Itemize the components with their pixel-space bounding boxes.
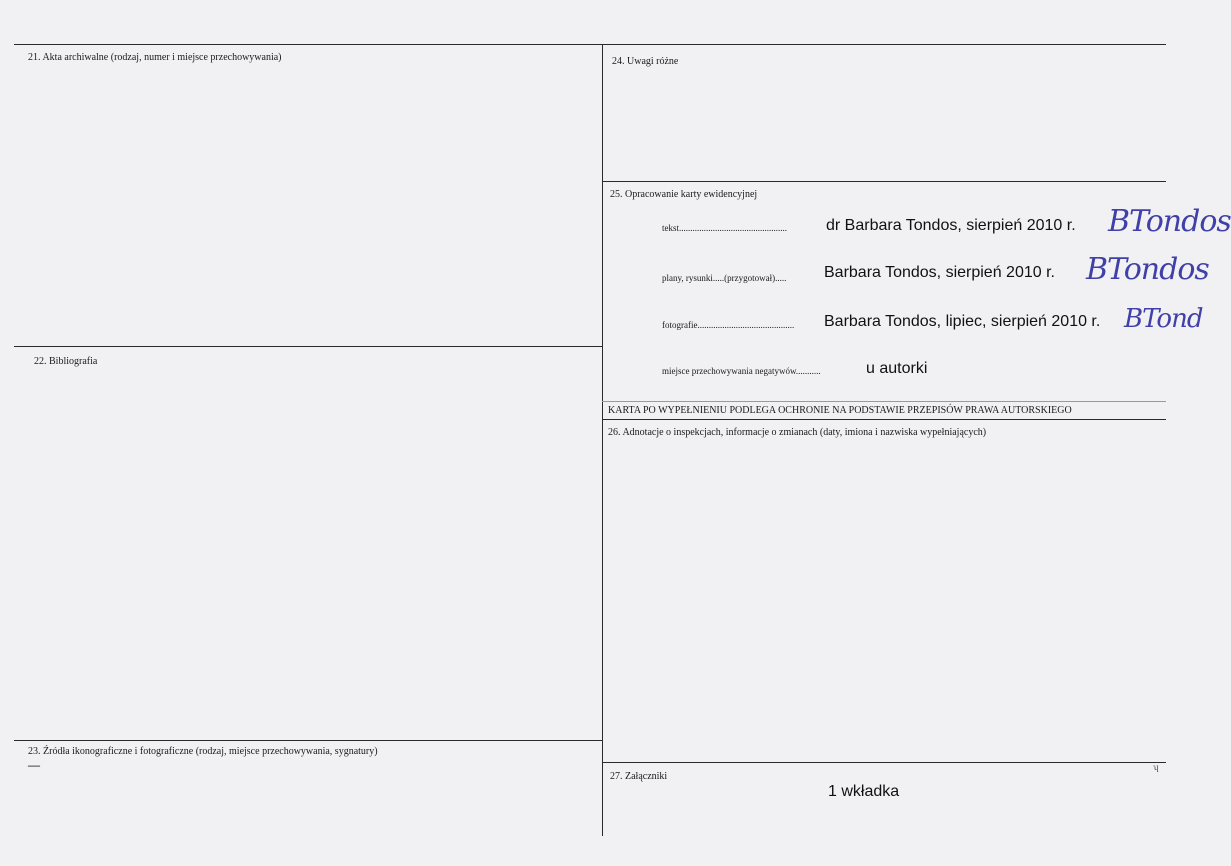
signature-3: BTond: [1124, 304, 1203, 334]
section-21-label: 21. Akta archiwalne (rodzaj, numer i miejsce przechowywania): [28, 52, 282, 63]
center-divider: [602, 44, 603, 836]
top-border: [14, 44, 1166, 45]
tekst-value: dr Barbara Tondos, sierpień 2010 r.: [826, 217, 1076, 234]
signature-1: BTondos: [1108, 204, 1231, 239]
fotografie-label: fotografie...........................................: [662, 320, 795, 330]
section-27-label: 27. Załączniki: [610, 771, 668, 782]
section-24-label: 24. Uwagi różne: [612, 56, 679, 67]
section-26-label: 26. Adnotacje o inspekcjach, informacje o zmianach (daty, imiona i nazwiska wypełniających): [608, 427, 987, 438]
section-23-value: —: [28, 758, 40, 772]
negatywy-label: miejsce przechowywania negatywów...........: [662, 366, 821, 376]
fotografie-value: Barbara Tondos, lipiec, sierpień 2010 r.: [824, 313, 1101, 330]
divider-21-22: [14, 346, 603, 347]
divider-26-27: [602, 762, 1166, 763]
divider-notice-bottom: [602, 419, 1166, 420]
plany-value: Barbara Tondos, sierpień 2010 r.: [824, 264, 1055, 281]
copyright-notice: KARTA PO WYPEŁNIENIU PODLEGA OCHRONIE NA PODSTAWIE PRZEPISÓW PRAWA AUTORSKIEGO: [608, 405, 1072, 416]
divider-24-25: [602, 181, 1166, 182]
negatywy-value: u autorki: [866, 360, 928, 377]
divider-notice-top: [602, 401, 1166, 402]
tekst-label: tekst................................................: [662, 223, 787, 233]
page-mark: ʮ: [1153, 762, 1159, 772]
section-27-value: 1 wkładka: [828, 783, 900, 800]
signature-2: BTondos: [1086, 252, 1209, 287]
section-25-label: 25. Opracowanie karty ewidencyjnej: [610, 189, 758, 200]
divider-22-23: [14, 740, 603, 741]
plany-label: plany, rysunki.....(przygotował).....: [662, 273, 787, 283]
section-23-label: 23. Źródła ikonograficzne i fotograficzne (rodzaj, miejsce przechowywania, sygnatury): [28, 746, 378, 757]
section-22-label: 22. Bibliografia: [34, 356, 98, 367]
